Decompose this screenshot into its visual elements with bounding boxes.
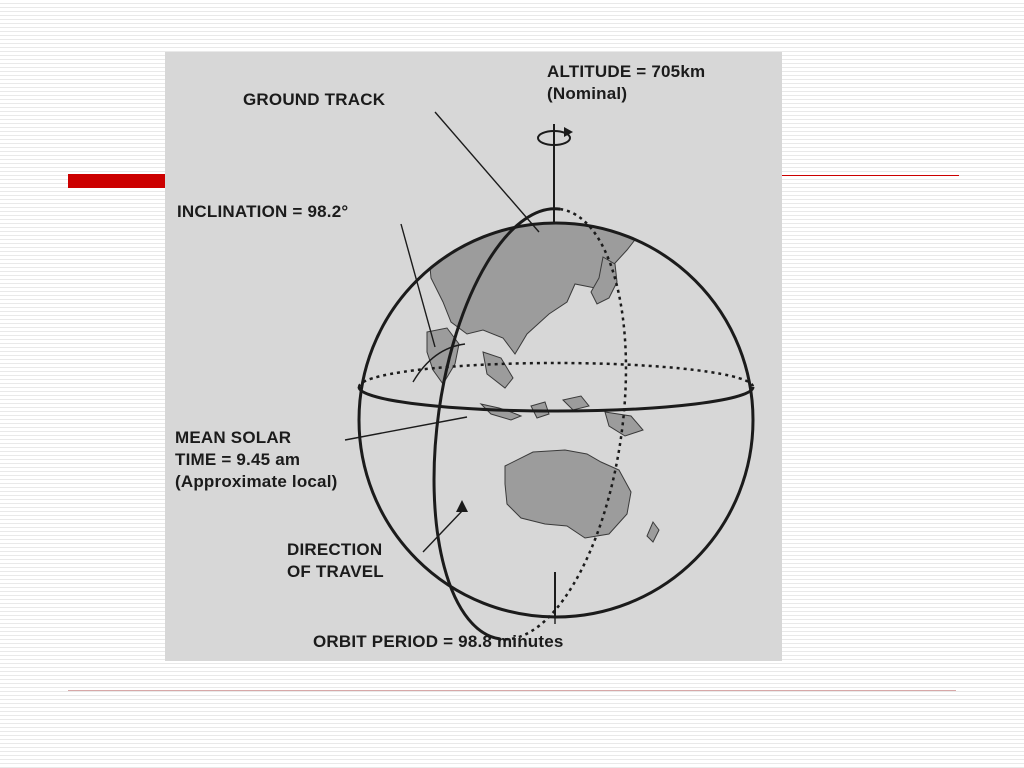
inclination-leader	[401, 224, 435, 347]
australia-landmass	[505, 450, 631, 538]
orbit-diagram-drawing	[165, 52, 782, 661]
orbit-diagram	[165, 52, 782, 661]
mean-solar-time-label-line1: MEAN SOLAR	[175, 428, 292, 447]
southeast-asia-landmass	[483, 352, 513, 388]
slide-accent-bar	[68, 174, 168, 188]
new-guinea-landmass	[605, 412, 643, 436]
mean-solar-time-leader	[345, 417, 467, 440]
direction-of-travel-label-line1: DIRECTION	[287, 540, 383, 559]
slide-title-rule	[776, 175, 959, 176]
direction-of-travel-label-line2: OF TRAVEL	[287, 562, 384, 581]
altitude-label: ALTITUDE = 705km	[547, 62, 706, 81]
mean-solar-time-label-line3: (Approximate local)	[175, 472, 338, 491]
new-zealand-landmass	[647, 522, 659, 542]
inclination-label: INCLINATION = 98.2°	[177, 202, 349, 221]
slide-footer-rule	[68, 690, 956, 691]
orbit-period-label: ORBIT PERIOD = 98.8 minutes	[313, 632, 564, 651]
ground-track-label: GROUND TRACK	[243, 90, 386, 109]
direction-of-travel-leader	[423, 510, 463, 552]
indonesia-islands	[481, 396, 589, 420]
ground-track-leader	[435, 112, 539, 232]
equator-front	[359, 387, 753, 411]
altitude-note: (Nominal)	[547, 84, 628, 103]
mean-solar-time-label-line2: TIME = 9.45 am	[175, 450, 301, 469]
